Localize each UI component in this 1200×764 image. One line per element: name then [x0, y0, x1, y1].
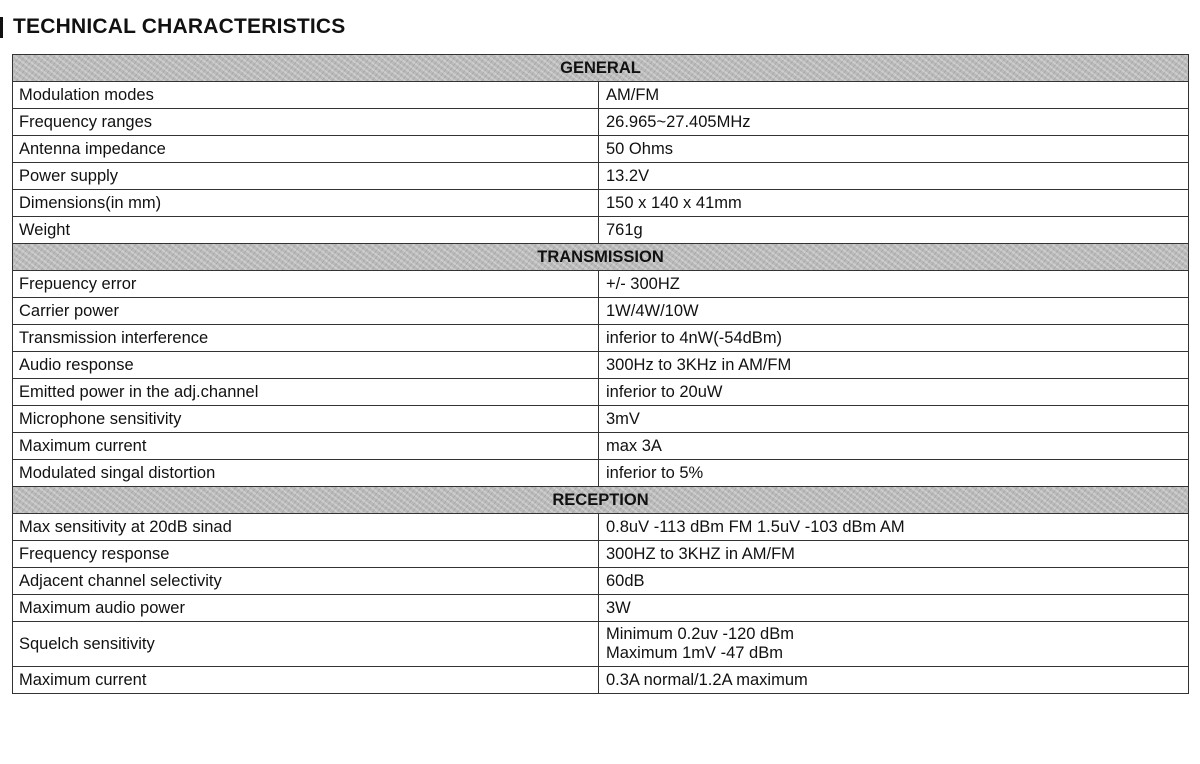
title-marker: [0, 17, 3, 38]
spec-value: inferior to 4nW(-54dBm): [606, 328, 783, 347]
spec-row: [13, 595, 1189, 622]
spec-value: 300Hz to 3KHz in AM/FM: [606, 355, 792, 374]
spec-value: AM/FM: [606, 85, 660, 104]
section-heading: RECEPTION: [13, 487, 1189, 514]
spec-row: [13, 568, 1189, 595]
section-header-row: [13, 487, 1189, 514]
spec-value-cell: [599, 136, 1189, 163]
spec-value: inferior to 20uW: [606, 382, 723, 401]
spec-row: [13, 217, 1189, 244]
spec-row: [13, 325, 1189, 352]
spec-value-cell: [599, 163, 1189, 190]
spec-value-cell: [599, 352, 1189, 379]
spec-row: [13, 109, 1189, 136]
section-header-row: [13, 55, 1189, 82]
spec-row: [13, 352, 1189, 379]
spec-row: [13, 271, 1189, 298]
spec-value-cell: [599, 514, 1189, 541]
spec-value: 3mV: [606, 409, 640, 428]
section-header-row: [13, 244, 1189, 271]
spec-value-cell: [599, 271, 1189, 298]
spec-value: 300HZ to 3KHZ in AM/FM: [606, 544, 795, 563]
spec-row: [13, 82, 1189, 109]
spec-value: 3W: [606, 598, 631, 617]
spec-value-cell: [599, 541, 1189, 568]
spec-value: 150 x 140 x 41mm: [606, 193, 742, 212]
spec-table: [12, 54, 1189, 694]
spec-label: Modulated singal distortion: [13, 460, 599, 487]
spec-value: +/- 300HZ: [606, 274, 680, 293]
spec-row: [13, 514, 1189, 541]
spec-row: [13, 406, 1189, 433]
section-heading: TRANSMISSION: [13, 244, 1189, 271]
spec-value-cell: [599, 406, 1189, 433]
spec-row: [13, 433, 1189, 460]
spec-row: [13, 541, 1189, 568]
spec-label: Frequency ranges: [13, 109, 599, 136]
spec-row: [13, 460, 1189, 487]
spec-label: Audio response: [13, 352, 599, 379]
spec-value-cell: [599, 298, 1189, 325]
spec-value-cell: [599, 379, 1189, 406]
spec-value-cell: [599, 595, 1189, 622]
spec-label: Max sensitivity at 20dB sinad: [13, 514, 599, 541]
spec-label: Microphone sensitivity: [13, 406, 599, 433]
spec-value: 1W/4W/10W: [606, 301, 699, 320]
spec-value: inferior to 5%: [606, 463, 704, 482]
spec-value: 13.2V: [606, 166, 650, 185]
spec-value: 761g: [606, 220, 643, 239]
section-heading: GENERAL: [13, 55, 1189, 82]
spec-value-cell: [599, 217, 1189, 244]
spec-label: Antenna impedance: [13, 136, 599, 163]
spec-row: [13, 622, 1189, 667]
spec-value: 0.3A normal/1.2A maximum: [606, 670, 808, 689]
spec-label: Weight: [13, 217, 599, 244]
spec-value-cell: [599, 622, 1189, 667]
spec-value-cell: [599, 667, 1189, 694]
spec-value: Minimum 0.2uv -120 dBm: [606, 625, 794, 643]
spec-label: Frepuency error: [13, 271, 599, 298]
spec-value-cell: [599, 460, 1189, 487]
spec-value: 60dB: [606, 571, 645, 590]
spec-row: [13, 667, 1189, 694]
spec-label: Carrier power: [13, 298, 599, 325]
spec-value-cell: [599, 325, 1189, 352]
spec-row: [13, 298, 1189, 325]
spec-value: 50 Ohms: [606, 139, 673, 158]
spec-row: [13, 190, 1189, 217]
spec-value-cell: [599, 433, 1189, 460]
spec-row: [13, 163, 1189, 190]
spec-value-cell: [599, 82, 1189, 109]
spec-label: Dimensions(in mm): [13, 190, 599, 217]
spec-value: 26.965~27.405MHz: [606, 112, 751, 131]
page-title: TECHNICAL CHARACTERISTICS: [13, 15, 346, 38]
spec-row: [13, 379, 1189, 406]
spec-table-body: [13, 55, 1189, 694]
spec-label: Maximum current: [13, 433, 599, 460]
spec-label: Transmission interference: [13, 325, 599, 352]
spec-value-cell: [599, 109, 1189, 136]
spec-value: Maximum 1mV -47 dBm: [606, 644, 783, 662]
spec-label: Maximum audio power: [13, 595, 599, 622]
spec-value: 0.8uV -113 dBm FM 1.5uV -103 dBm AM: [606, 517, 905, 536]
spec-value: max 3A: [606, 436, 662, 455]
spec-label: Adjacent channel selectivity: [13, 568, 599, 595]
spec-label: Squelch sensitivity: [13, 622, 599, 667]
spec-label: Maximum current: [13, 667, 599, 694]
spec-value-cell: [599, 568, 1189, 595]
spec-row: [13, 136, 1189, 163]
spec-value-cell: [599, 190, 1189, 217]
spec-label: Power supply: [13, 163, 599, 190]
spec-label: Frequency response: [13, 541, 599, 568]
spec-label: Modulation modes: [13, 82, 599, 109]
spec-label: Emitted power in the adj.channel: [13, 379, 599, 406]
